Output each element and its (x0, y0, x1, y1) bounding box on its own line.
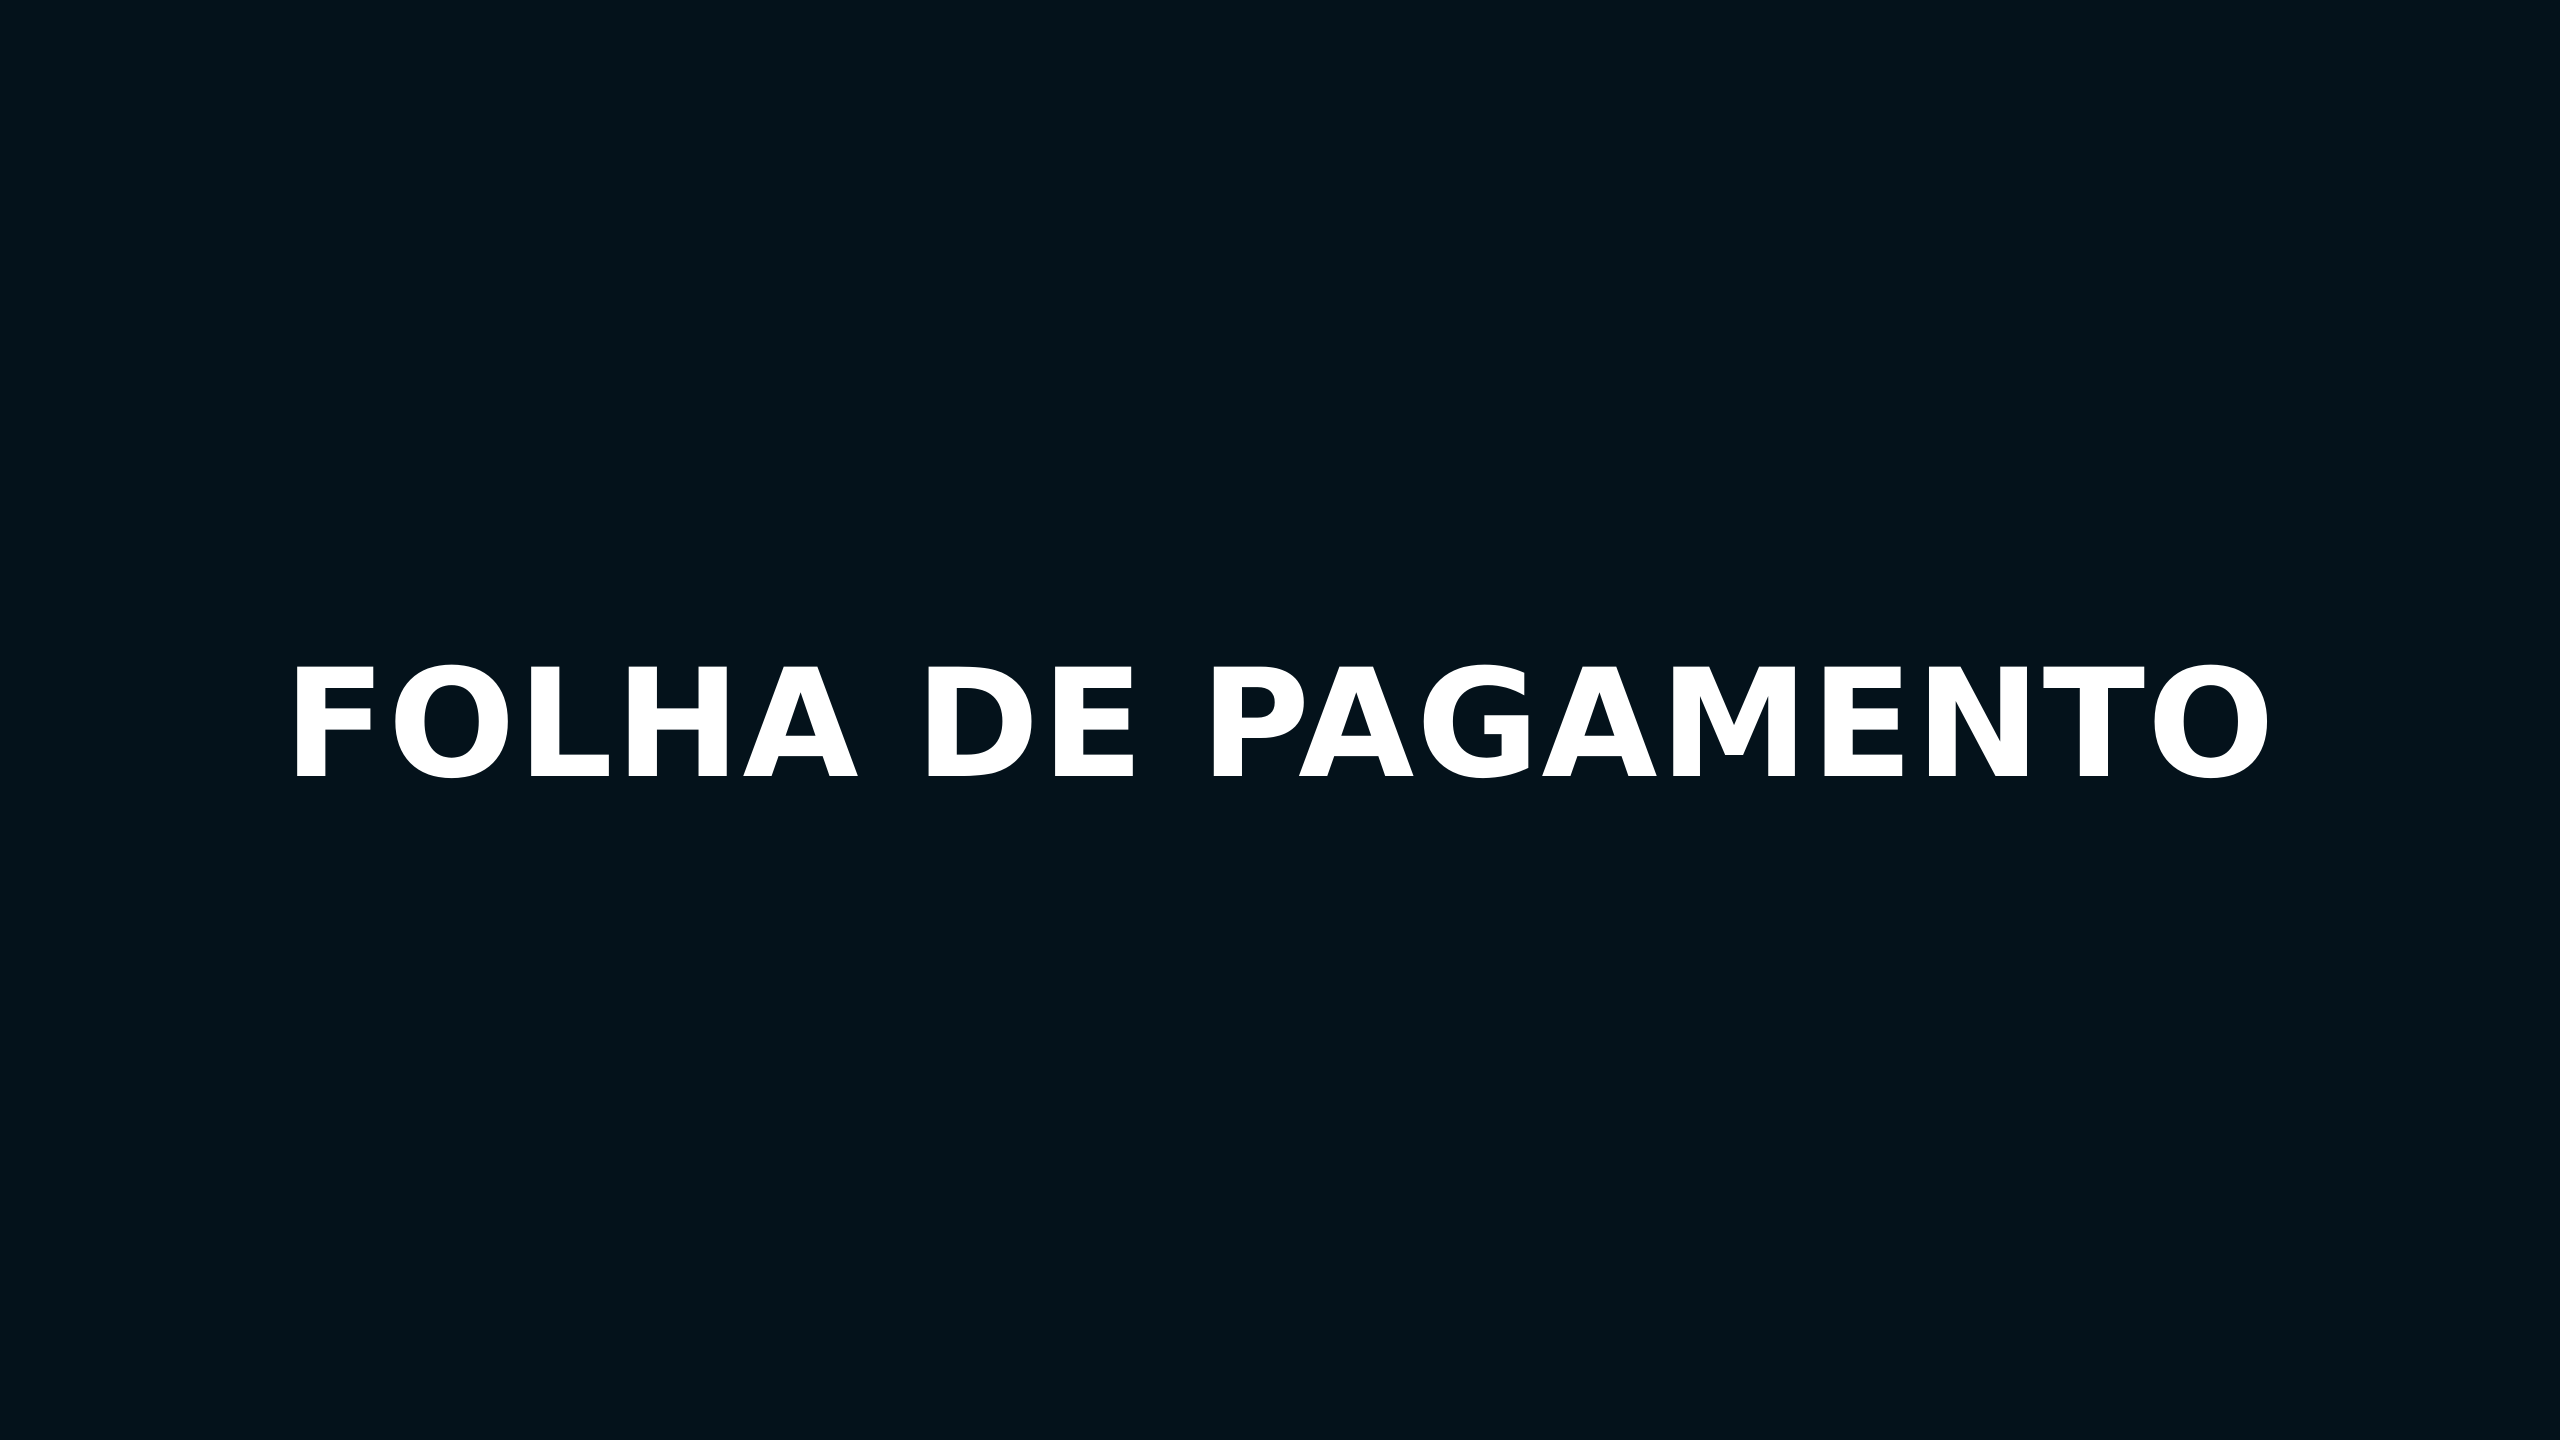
slide-title: FOLHA DE PAGAMENTO (283, 638, 2277, 812)
